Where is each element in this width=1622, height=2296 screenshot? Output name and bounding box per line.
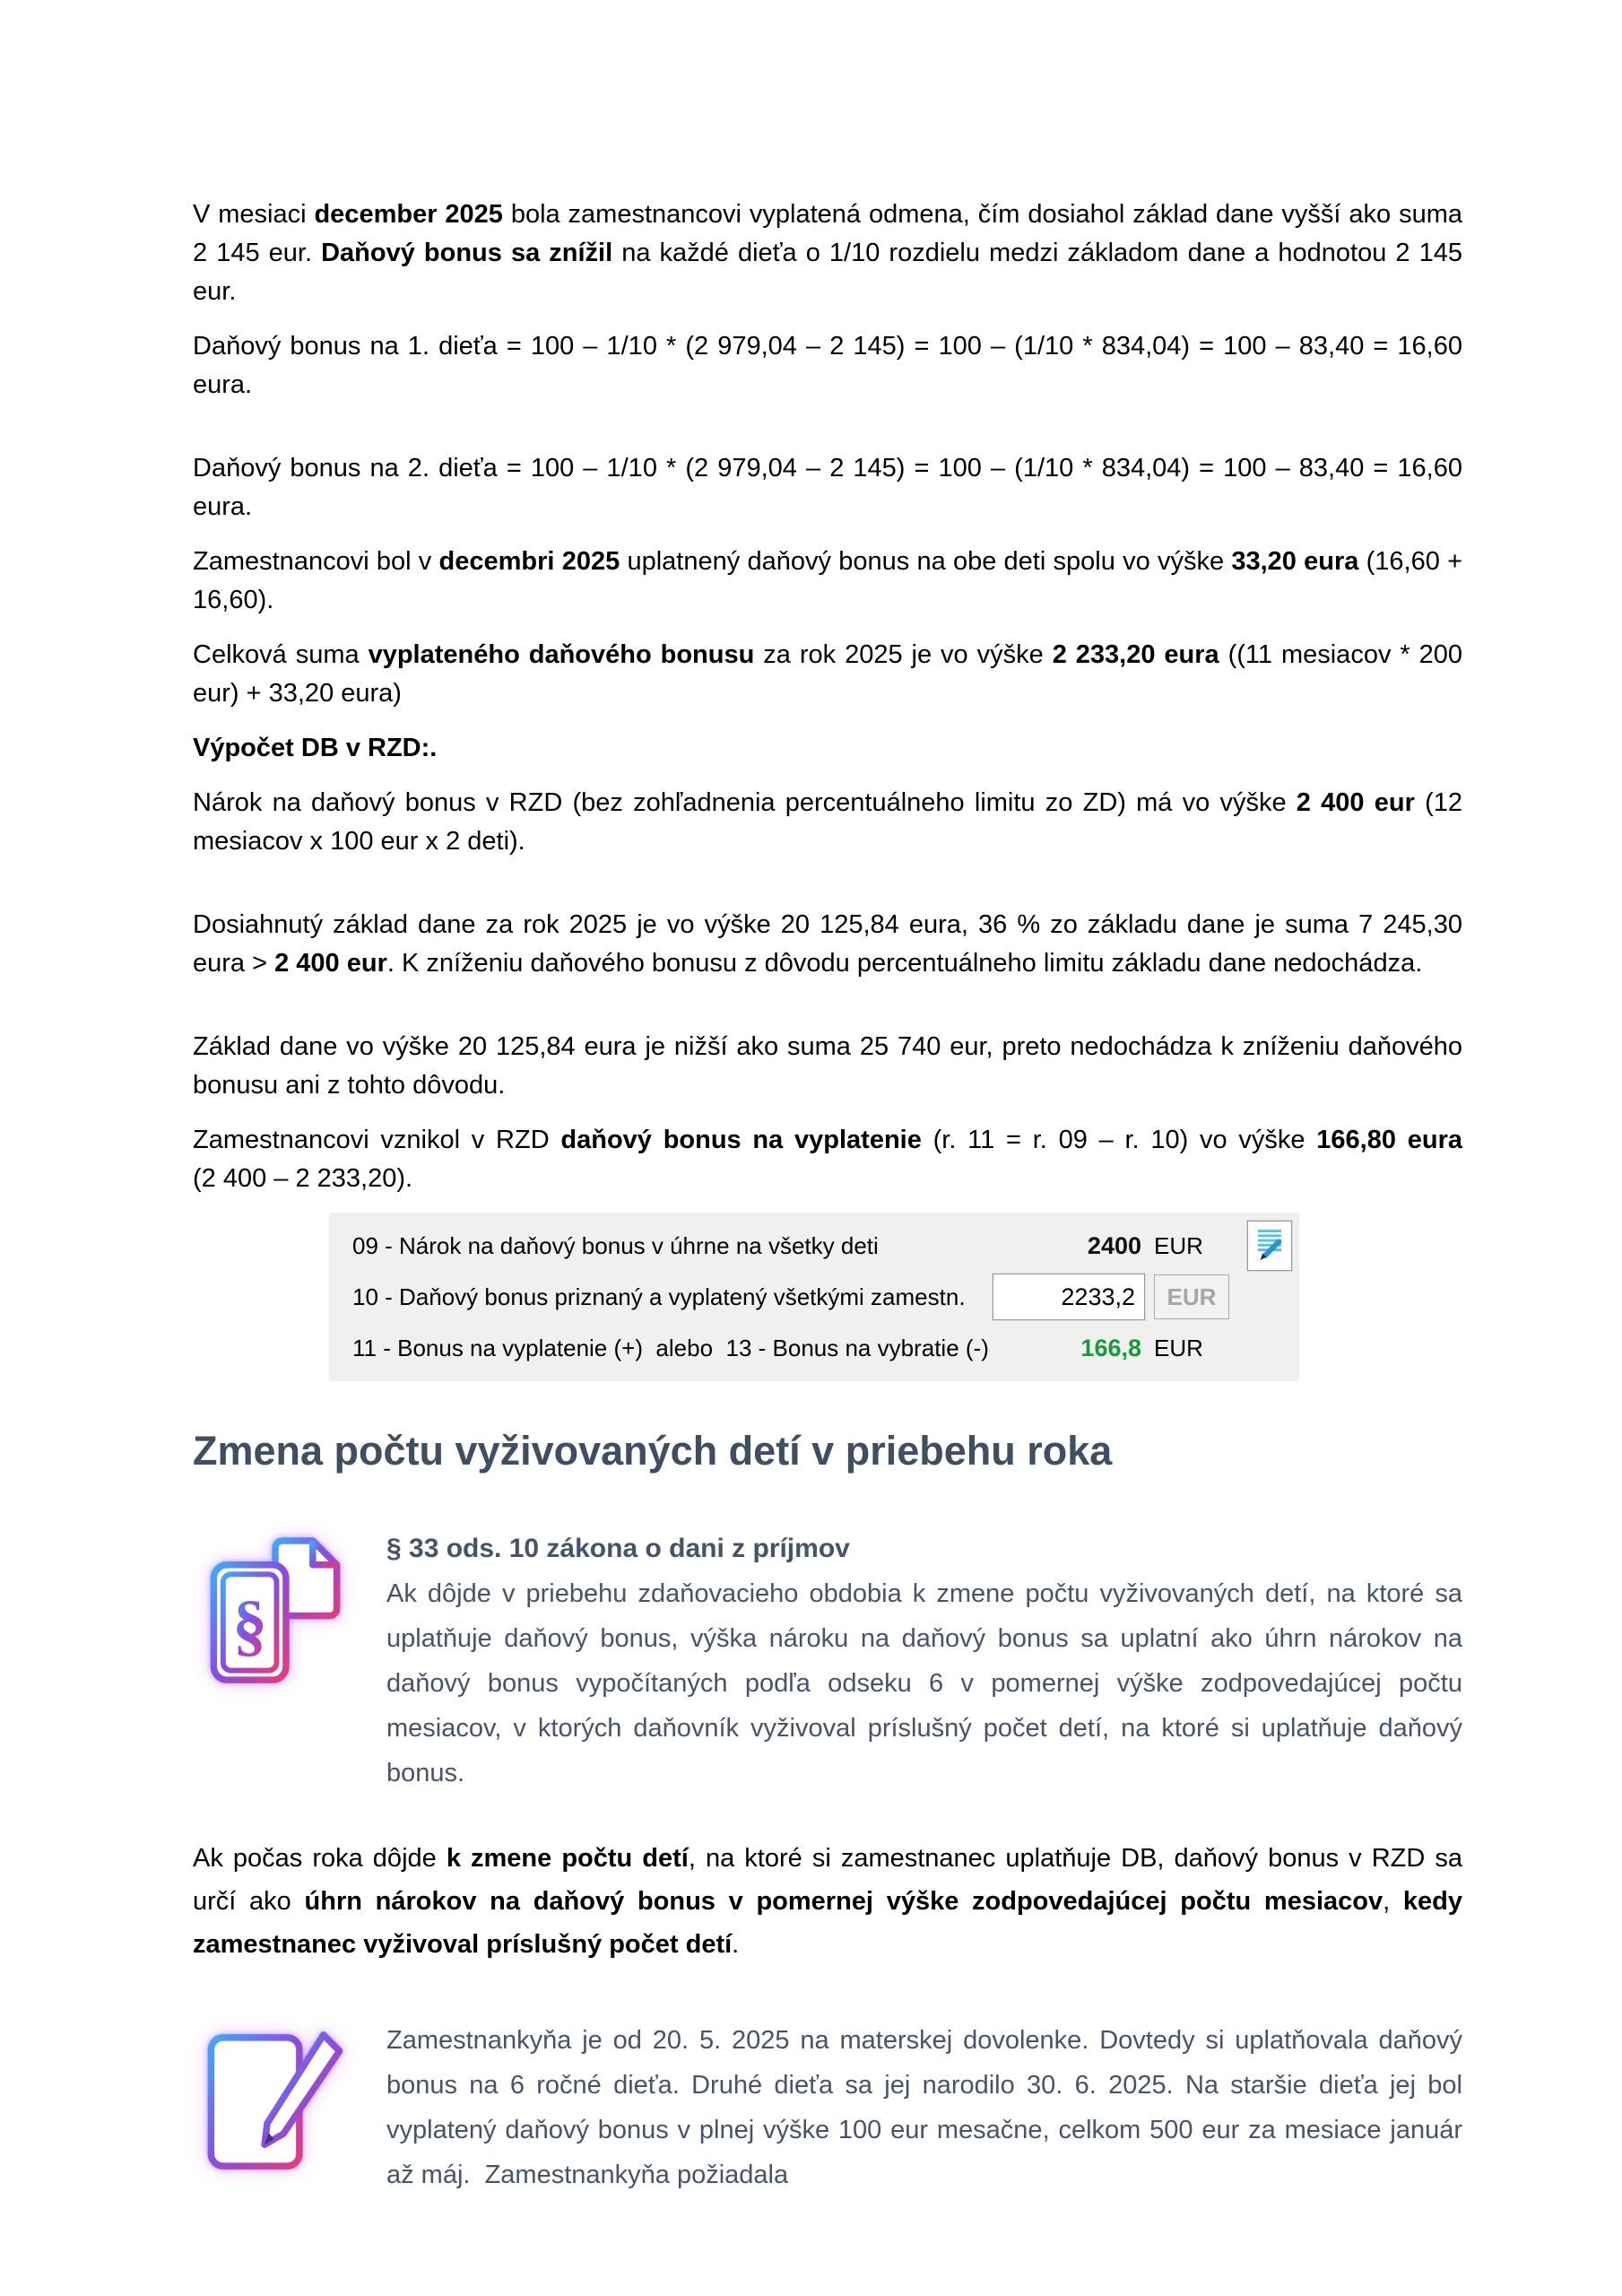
row-11-label: 11 - Bonus na vyplatenie (+) alebo 13 - Bonus na vybratie (-) xyxy=(352,1334,989,1361)
document-edit-icon xyxy=(200,2022,351,2201)
form-row-10 xyxy=(352,1268,1292,1326)
paragraph: Základ dane vo výške 20 125,84 eura je nižší ako suma 25 740 eur, preto nedochádza k zníženiu daňového bonusu ani z tohto dôvodu. xyxy=(193,1032,1462,1100)
paragraph: V mesiaci december 2025 bola zamestnancovi vyplatená odmena, čím dosiahol základ dane vyšší ako suma 2 145 eur. Daňový bonus sa znížil na každé dieťa o 1/10 rozdielu medzi základom dane a hodnotou 2 145 eur. xyxy=(193,200,1462,306)
paragraph: Zamestnancovi vznikol v RZD daňový bonus na vyplatenie (r. 11 = r. 09 – r. 10) vo výške 166,80 eura (2 400 – 2 233,20). xyxy=(193,1126,1462,1193)
row-09-label: 09 - Nárok na daňový bonus v úhrne na všetky deti xyxy=(352,1231,879,1259)
rule-paragraph: Ak počas roka dôjde k zmene počtu detí, na ktoré si zamestnanec uplatňuje DB, daňový bonus v RZD sa určí ako úhrn nárokov na daňový bonus v pomernej výške zodpovedajúcej počtu mesiacov, kedy zamestnanec vyživoval príslušný počet detí. xyxy=(193,1844,1463,1959)
lines-arrow-icon xyxy=(1254,1226,1285,1266)
row-09-value: 2400 xyxy=(1087,1231,1141,1259)
example-note xyxy=(193,2018,1462,2201)
paragraph-document-icon xyxy=(200,1530,351,1754)
svg-text:§: § xyxy=(232,1586,268,1664)
paragraph: Výpočet DB v RZD:. xyxy=(193,734,438,762)
paragraph: Nárok na daňový bonus v RZD (bez zohľadnenia percentuálneho limitu zo ZD) má vo výške 2 400 eur (12 mesiacov x 100 eur x 2 deti). xyxy=(193,788,1462,856)
report-button[interactable] xyxy=(1247,1221,1292,1271)
row-10-label: 10 - Daňový bonus priznaný a vyplatený všetkými zamestn. xyxy=(352,1283,966,1310)
example-note-body: Zamestnankyňa je od 20. 5. 2025 na materskej dovolenke. Dovtedy si uplatňovala daňový bonus na 6 ročné dieťa. Druhé dieťa sa jej narodilo 30. 6. 2025. Na staršie dieťa jej bol vyplatený daňový bonus v plnej výške 100 eur mesačne, celkom 500 eur za mesiace január až máj. Zamestnankyňa požiadala xyxy=(386,2026,1462,2189)
paragraph: Daňový bonus na 1. dieťa = 100 – 1/10 * (2 979,04 – 2 145) = 100 – (1/10 * 834,04) = 100 – 83,40 = 16,60 eura. xyxy=(193,332,1462,399)
paragraph: Celková suma vyplateného daňového bonusu za rok 2025 je vo výške 2 233,20 eura ((11 mesiacov * 200 eur) + 33,20 eura) xyxy=(193,640,1462,708)
eur-button-disabled[interactable]: EUR xyxy=(1154,1274,1229,1319)
paragraph: Zamestnancovi bol v decembri 2025 uplatnený daňový bonus na obe deti spolu vo výške 33,20 eura (16,60 + 16,60). xyxy=(193,547,1463,614)
row-09-unit: EUR xyxy=(1154,1231,1203,1259)
law-note-body: Ak dôjde v priebehu zdaňovacieho obdobia k zmene počtu vyživovaných detí, na ktoré sa uplatňuje daňový bonus, výška nároku na daňový bonus sa uplatní ako úhrn nárokov na daňový bonus vypočítaných podľa odseku 6 v pomernej výške zodpovedajúcej počtu mesiacov, v ktorých daňovník vyživoval príslušný počet detí, na ktoré si uplatňuje daňový bonus. xyxy=(386,1579,1462,1787)
rzd-form-panel xyxy=(329,1213,1299,1381)
row-11-value: 166,8 xyxy=(1080,1334,1141,1361)
form-row-11 xyxy=(352,1328,1292,1368)
row-11-unit: EUR xyxy=(1154,1334,1203,1361)
paragraph: Daňový bonus na 2. dieťa = 100 – 1/10 * (2 979,04 – 2 145) = 100 – (1/10 * 834,04) = 100 – 83,40 = 16,60 eura. xyxy=(193,454,1462,521)
intro-paragraphs xyxy=(193,196,1462,1198)
section-heading: Zmena počtu vyživovaných detí v priebehu roka xyxy=(193,1428,1113,1474)
paragraph: Dosiahnutý základ dane za rok 2025 je vo výške 20 125,84 eura, 36 % zo základu dane je suma 7 245,30 eura > 2 400 eur. K zníženiu daňového bonusu z dôvodu percentuálneho limitu základu dane nedochádza. xyxy=(193,910,1462,978)
law-note-title: § 33 ods. 10 zákona o dani z príjmov xyxy=(386,1534,850,1563)
form-row-09 xyxy=(352,1226,1292,1265)
law-note xyxy=(193,1526,1462,1796)
value-input[interactable]: 2233,2 xyxy=(993,1274,1145,1320)
